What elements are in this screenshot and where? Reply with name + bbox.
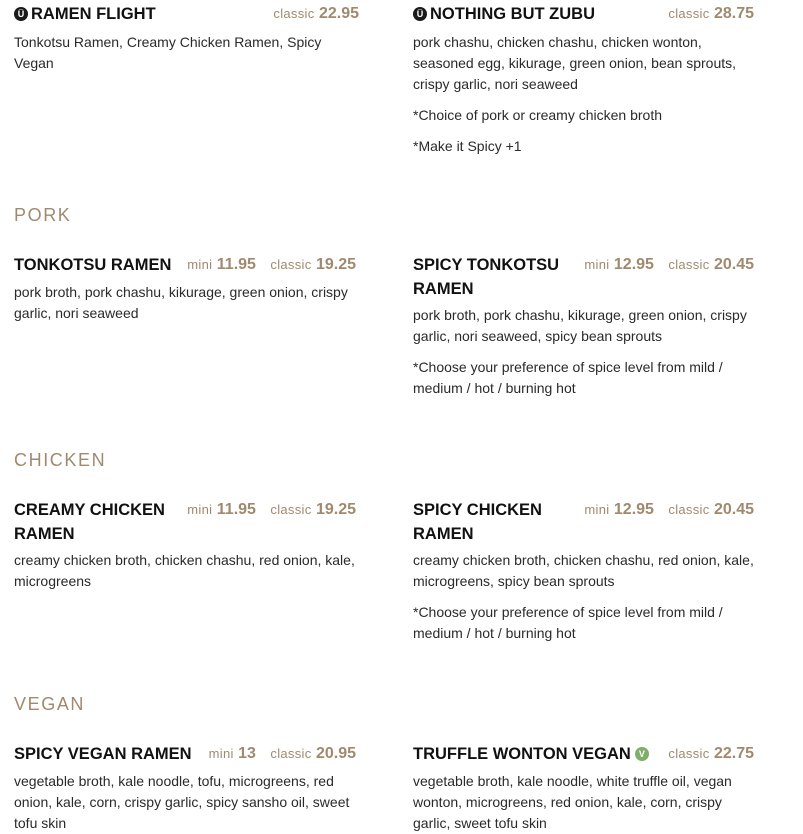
classic-label: classic: [270, 257, 312, 272]
item-name: RAMEN FLIGHT: [31, 5, 156, 23]
item-name: CREAMY CHICKEN: [14, 501, 165, 519]
item-name: NOTHING BUT ZUBU: [430, 5, 595, 23]
classic-label: classic: [668, 746, 710, 761]
section-title-vegan: VEGAN: [14, 694, 86, 714]
item-name: SPICY CHICKEN: [413, 501, 542, 519]
item-description: vegetable broth, kale noodle, white truffle oil, vegan wonton, microgreens, red onion, kale, corn, crispy garlic, sweet tofu skin: [413, 773, 732, 831]
classic-price: 20.45: [713, 501, 754, 518]
item-name-line2: RAMEN: [413, 280, 474, 298]
menu-item-truffle-wonton-vegan: [413, 742, 754, 834]
mini-price: 12.95: [613, 256, 654, 273]
item-description: creamy chicken broth, chicken chashu, red onion, kale, microgreens: [14, 552, 355, 589]
item-description: Tonkotsu Ramen, Creamy Chicken Ramen, Spicy Vegan: [14, 34, 322, 71]
mini-price: 13: [238, 745, 256, 762]
item-description: pork broth, pork chashu, kikurage, green onion, crispy garlic, nori seaweed: [14, 284, 348, 321]
price-group: [668, 2, 754, 26]
mini-label: mini: [584, 257, 610, 272]
mini-price: 11.95: [216, 256, 256, 273]
classic-label: classic: [270, 746, 312, 761]
menu-item-spicy-vegan-ramen: [14, 742, 356, 834]
item-description: pork chashu, chicken chashu, chicken wonton, seasoned egg, kikurage, green onion, bean sprouts, crispy garlic, nori seaweed: [413, 34, 737, 92]
mini-label: mini: [208, 746, 234, 761]
menu-item-spicy-chicken-ramen: [413, 498, 754, 644]
menu-item-creamy-chicken-ramen: [14, 498, 356, 592]
classic-price: 22.75: [713, 745, 754, 762]
mini-label: mini: [187, 502, 213, 517]
price-group: [584, 498, 754, 522]
menu-item-ramen-flight: [14, 2, 359, 74]
item-description: vegetable broth, kale noodle, tofu, microgreens, red onion, kale, corn, crispy garlic, spicy sansho oil, sweet tofu skin: [14, 773, 350, 831]
menu-item-spicy-tonkotsu-ramen: [413, 253, 754, 399]
section-title-chicken: CHICKEN: [14, 450, 107, 470]
classic-label: classic: [668, 257, 710, 272]
item-name: TONKOTSU RAMEN: [14, 256, 172, 274]
classic-price: 28.75: [713, 5, 754, 22]
item-name: TRUFFLE WONTON VEGAN: [413, 745, 631, 763]
house-special-icon: Ü: [14, 7, 28, 21]
classic-price: 20.45: [713, 256, 754, 273]
item-description: creamy chicken broth, chicken chashu, red onion, kale, microgreens, spicy bean sprouts: [413, 552, 754, 589]
classic-label: classic: [273, 6, 315, 21]
item-note: *Make it Spicy +1: [413, 138, 522, 154]
classic-price: 19.25: [315, 256, 356, 273]
classic-label: classic: [668, 502, 710, 517]
price-group: [584, 253, 754, 277]
mini-label: mini: [584, 502, 610, 517]
price-group: [668, 742, 754, 766]
item-name: SPICY TONKOTSU: [413, 256, 560, 274]
price-group: [187, 253, 356, 277]
classic-price: 19.25: [315, 501, 356, 518]
price-group: [209, 742, 356, 766]
mini-price: 11.95: [216, 501, 256, 518]
item-name-line2: RAMEN: [14, 525, 75, 543]
menu-item-nothing-but-zubu: [413, 2, 754, 157]
item-name-line2: RAMEN: [413, 525, 474, 543]
mini-label: mini: [187, 257, 213, 272]
vegan-icon: V: [635, 747, 649, 761]
mini-price: 12.95: [613, 501, 654, 518]
item-note: *Choice of pork or creamy chicken broth: [413, 107, 662, 123]
item-note: *Choose your preference of spice level from mild / medium / hot / burning hot: [413, 359, 723, 396]
classic-label: classic: [270, 502, 312, 517]
item-name: SPICY VEGAN RAMEN: [14, 745, 192, 763]
menu-item-tonkotsu-ramen: [14, 253, 356, 324]
item-description: pork broth, pork chashu, kikurage, green onion, crispy garlic, nori seaweed, spicy bean sprouts: [413, 307, 747, 344]
classic-price: 22.95: [318, 5, 359, 22]
house-special-icon: Ü: [413, 7, 427, 21]
section-title-pork: PORK: [14, 205, 72, 225]
item-note: *Choose your preference of spice level from mild / medium / hot / burning hot: [413, 604, 723, 641]
price-group: [187, 498, 356, 522]
classic-price: 20.95: [315, 745, 356, 762]
price-group: [273, 2, 359, 26]
classic-label: classic: [668, 6, 710, 21]
